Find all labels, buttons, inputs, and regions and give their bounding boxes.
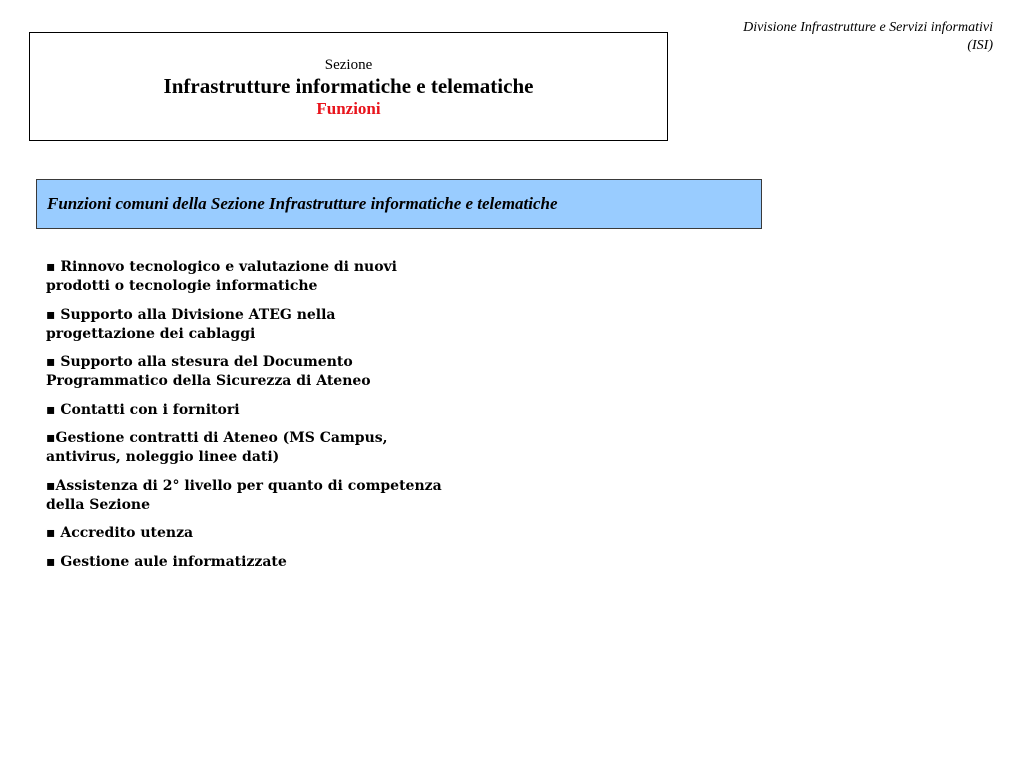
section-subtitle: Funzioni [316,99,381,118]
list-item: ▪ Contatti con i fornitori [46,401,240,418]
list-item: ▪ Gestione aule informatizzate [46,553,287,570]
banner-heading: Funzioni comuni della Sezione Infrastrutture informatiche e telematiche [47,194,558,213]
division-header [743,19,993,55]
functions-list [46,258,466,581]
list-item: ▪ Rinnovo tecnologico e valutazione di nuovi prodotti o tecnologie informatiche [46,259,397,294]
list-item: ▪ Supporto alla stesura del Documento Programmatico della Sicurezza di Ateneo [46,354,371,389]
list-item: ▪Assistenza di 2° livello per quanto di competenza della Sezione [46,477,442,513]
section-title-box [29,32,668,141]
division-acronym: (ISI) [967,38,993,53]
list-item: ▪Gestione contratti di Ateneo (MS Campus, antivirus, noleggio linee dati) [46,430,388,465]
section-title: Infrastrutture informatiche e telematiche [163,74,534,98]
common-functions-banner [36,179,762,229]
section-label: Sezione [324,57,373,73]
list-item: ▪ Accredito utenza [46,525,194,541]
division-name: Divisione Infrastrutture e Servizi informativi [743,20,993,35]
list-item: ▪ Supporto alla Divisione ATEG nella progettazione dei cablaggi [46,306,336,342]
